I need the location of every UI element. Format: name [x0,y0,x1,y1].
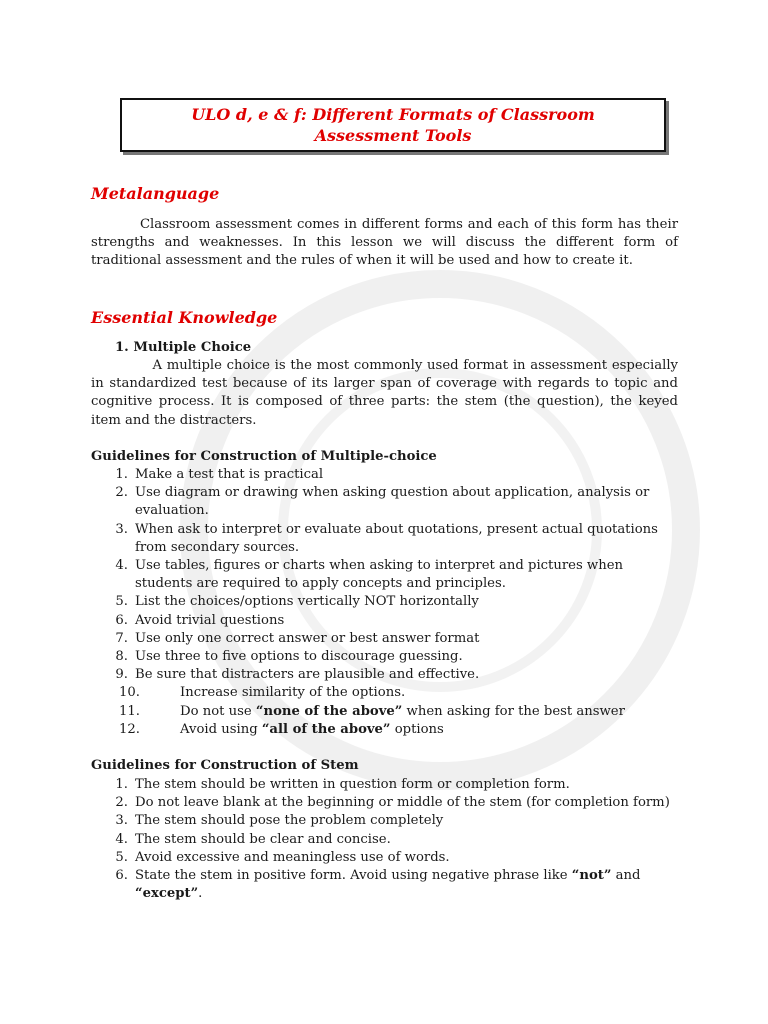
list-item [91,557,681,593]
list-item-text: Use only one correct answer or best answer format [135,630,480,646]
list-item-number: 4. [115,558,128,574]
list-item [91,593,681,611]
list-item-text-post: when asking for the best answer [402,703,625,719]
list-item-text: The stem should pose the problem completely [135,813,444,829]
list-item-number: 11. [119,703,140,719]
list-item-number: 5. [115,594,128,610]
list-item-text: Use diagram or drawing when asking question about application, analysis or evaluation. [135,485,650,519]
list-item-text-post: . [198,886,203,902]
list-item-text: Increase similarity of the options. [180,685,406,701]
list-item [91,612,681,630]
list-item-text: Use three to five options to discourage guessing. [135,649,463,665]
mc-guidelines-list [91,466,681,739]
list-item-number: 4. [115,831,128,847]
list-item-number: 5. [115,849,128,865]
list-item-number: 9. [115,667,128,683]
list-item-number: 6. [115,868,128,884]
list-item [91,776,681,794]
list-item-text: Avoid excessive and meaningless use of words. [135,849,450,865]
lesson-title-line-1: ULO d, e & f: Different Formats of Classroom [191,105,595,124]
list-item-text-pre: Do not use [180,703,256,719]
list-item-number: 10. [119,685,140,701]
list-item-text-emphasis: “all of the above” [261,721,391,737]
list-item [91,794,681,812]
lesson-title-line-2: Assessment Tools [314,126,472,145]
list-item-number: 8. [115,649,128,665]
list-item [91,721,681,739]
list-item [91,849,681,867]
list-item-text: Avoid trivial questions [135,612,285,628]
list-item-text-pre: State the stem in positive form. Avoid using negative phrase like [135,868,572,884]
list-item-text [135,867,681,903]
list-item-text [180,703,681,721]
list-item-number: 1. [115,777,128,792]
list-item-text: The stem should be clear and concise. [135,831,391,847]
list-item-number: 2. [115,485,128,501]
list-item [91,812,681,830]
list-item-number: 12. [119,721,140,737]
metalanguage-paragraph: Classroom assessment comes in different forms and each of this form has their strengths and weaknesses. In this lesson we will discuss the different form of traditional assessment and the rules of when it will be used and how to create it. [91,217,678,269]
mc-guidelines-heading: Guidelines for Construction of Multiple-choice [91,449,437,464]
list-item-text: Do not leave blank at the beginning or middle of the stem (for completion form) [135,795,670,811]
list-item-text: The stem should be written in question form or completion form. [135,777,570,792]
list-item-text-mid: and [611,868,641,884]
list-item-text: Use tables, figures or charts when asking to interpret and pictures when students are required to apply concepts and principles. [135,558,623,592]
list-item-text [180,721,681,739]
list-item-text: Make a test that is practical [135,467,324,482]
list-item [91,684,681,702]
list-item [91,466,681,484]
list-item-text: List the choices/options vertically NOT horizontally [135,594,479,610]
list-item-text: Be sure that distracters are plausible and effective. [135,667,480,683]
multiple-choice-subheading: 1. Multiple Choice [115,340,252,355]
list-item [91,831,681,849]
lesson-title-box [120,98,666,152]
stem-guidelines-heading: Guidelines for Construction of Stem [91,758,359,773]
list-item [91,666,681,684]
list-item [91,521,681,557]
list-item-text-emphasis: “none of the above” [255,703,403,719]
list-item-number: 2. [115,795,128,811]
list-item-text-post: options [390,721,444,737]
list-item [91,703,681,721]
list-item [91,648,681,666]
list-item-number: 6. [115,612,128,628]
list-item [91,867,681,903]
list-item-text-pre: Avoid using [180,721,262,737]
multiple-choice-paragraph: A multiple choice is the most commonly used format in assessment especially in standardized test because of its larger span of coverage with regards to topic and cognitive process. It is composed of three parts: the stem (the question), the keyed item and the distracters. [91,358,678,428]
list-item-number: 3. [115,521,128,537]
list-item-text-emphasis: “not” [571,868,612,884]
list-item-number: 7. [115,630,128,646]
list-item-text: When ask to interpret or evaluate about quotations, present actual quotations from secondary sources. [135,521,658,555]
metalanguage-heading: Metalanguage [91,184,220,203]
list-item [91,630,681,648]
list-item-text-emphasis: “except” [135,886,199,902]
list-item [91,484,681,520]
stem-guidelines-list [91,776,681,903]
list-item-number: 3. [115,813,128,829]
list-item-number: 1. [115,467,128,482]
essential-knowledge-heading: Essential Knowledge [91,308,278,327]
